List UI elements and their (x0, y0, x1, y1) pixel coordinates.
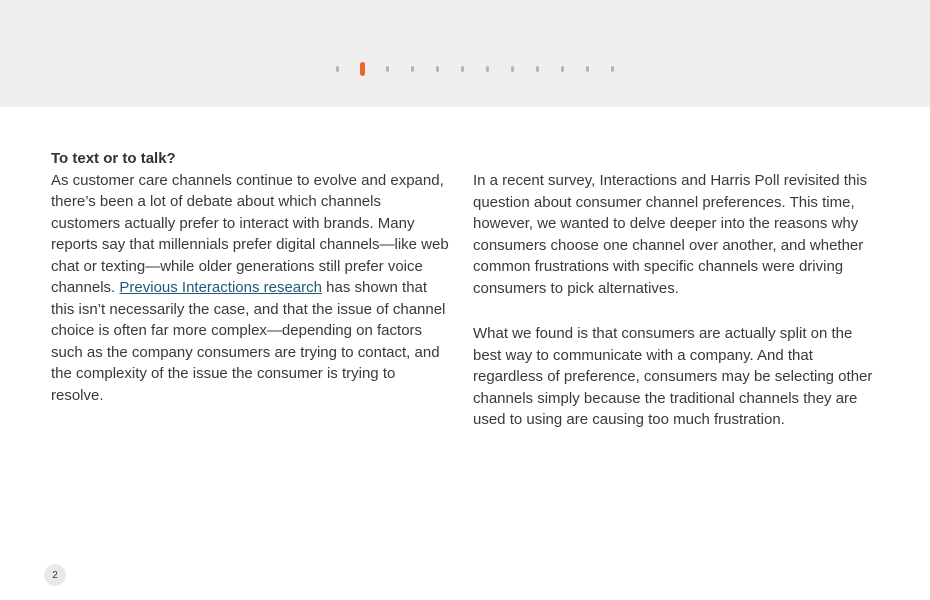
page-dot-marker (411, 66, 414, 72)
page-dot-active[interactable] (350, 62, 375, 76)
page-dot[interactable] (375, 62, 400, 76)
intro-text: As customer care channels continue to evolve and expand, there’s been a lot of debate about which channels customers actually prefer to interact with brands. Many reports say that millennials prefer digital channels—like web chat or texting—while older generations still prefer voice channels. (51, 171, 449, 296)
header-band (0, 0, 930, 107)
page-number-badge: 2 (44, 564, 66, 586)
page-dot-marker (461, 66, 464, 72)
page-dot-marker (436, 66, 439, 72)
page-dot[interactable] (500, 62, 525, 76)
page-dot-marker (336, 66, 339, 72)
page-dot[interactable] (575, 62, 600, 76)
page-dot[interactable] (425, 62, 450, 76)
right-column (473, 170, 875, 431)
intro-paragraph (51, 170, 451, 407)
page-dot[interactable] (400, 62, 425, 76)
page-dot[interactable] (550, 62, 575, 76)
survey-paragraph: In a recent survey, Interactions and Harris Poll revisited this question about consumer channel preferences. This time, however, we wanted to delve deeper into the reasons why consumers choose one channel over another, and whether common frustrations with specific channels were driving consumers to pick alternatives. (473, 172, 868, 297)
page-dot-marker (360, 62, 365, 76)
findings-paragraph: What we found is that consumers are actually split on the best way to communicate with a company. And that regardless of preference, consumers may be selecting other channels simply because the traditional channels they are used to using are causing too much frustration. (473, 325, 873, 428)
page-indicator (325, 62, 625, 76)
page-dot-marker (486, 66, 489, 72)
page-dot-marker (561, 66, 564, 72)
page-dot[interactable] (475, 62, 500, 76)
page-dot[interactable] (525, 62, 550, 76)
intro-text-continued: has shown that this isn’t necessarily the case, and that the issue of channel choice is often far more complex—depending on factors such as the company consumers are trying to contact, and the complexity of the issue the consumer is trying to resolve. (51, 279, 446, 404)
page-dot-marker (611, 66, 614, 72)
page-dot[interactable] (600, 62, 625, 76)
previous-research-link[interactable]: Previous Interactions research (119, 279, 322, 296)
page-dot-marker (586, 66, 589, 72)
page-dot[interactable] (325, 62, 350, 76)
page-dot[interactable] (450, 62, 475, 76)
page-dot-marker (386, 66, 389, 72)
section-heading: To text or to talk? (51, 150, 176, 167)
left-column (51, 148, 451, 406)
page-dot-marker (536, 66, 539, 72)
page-dot-marker (511, 66, 514, 72)
